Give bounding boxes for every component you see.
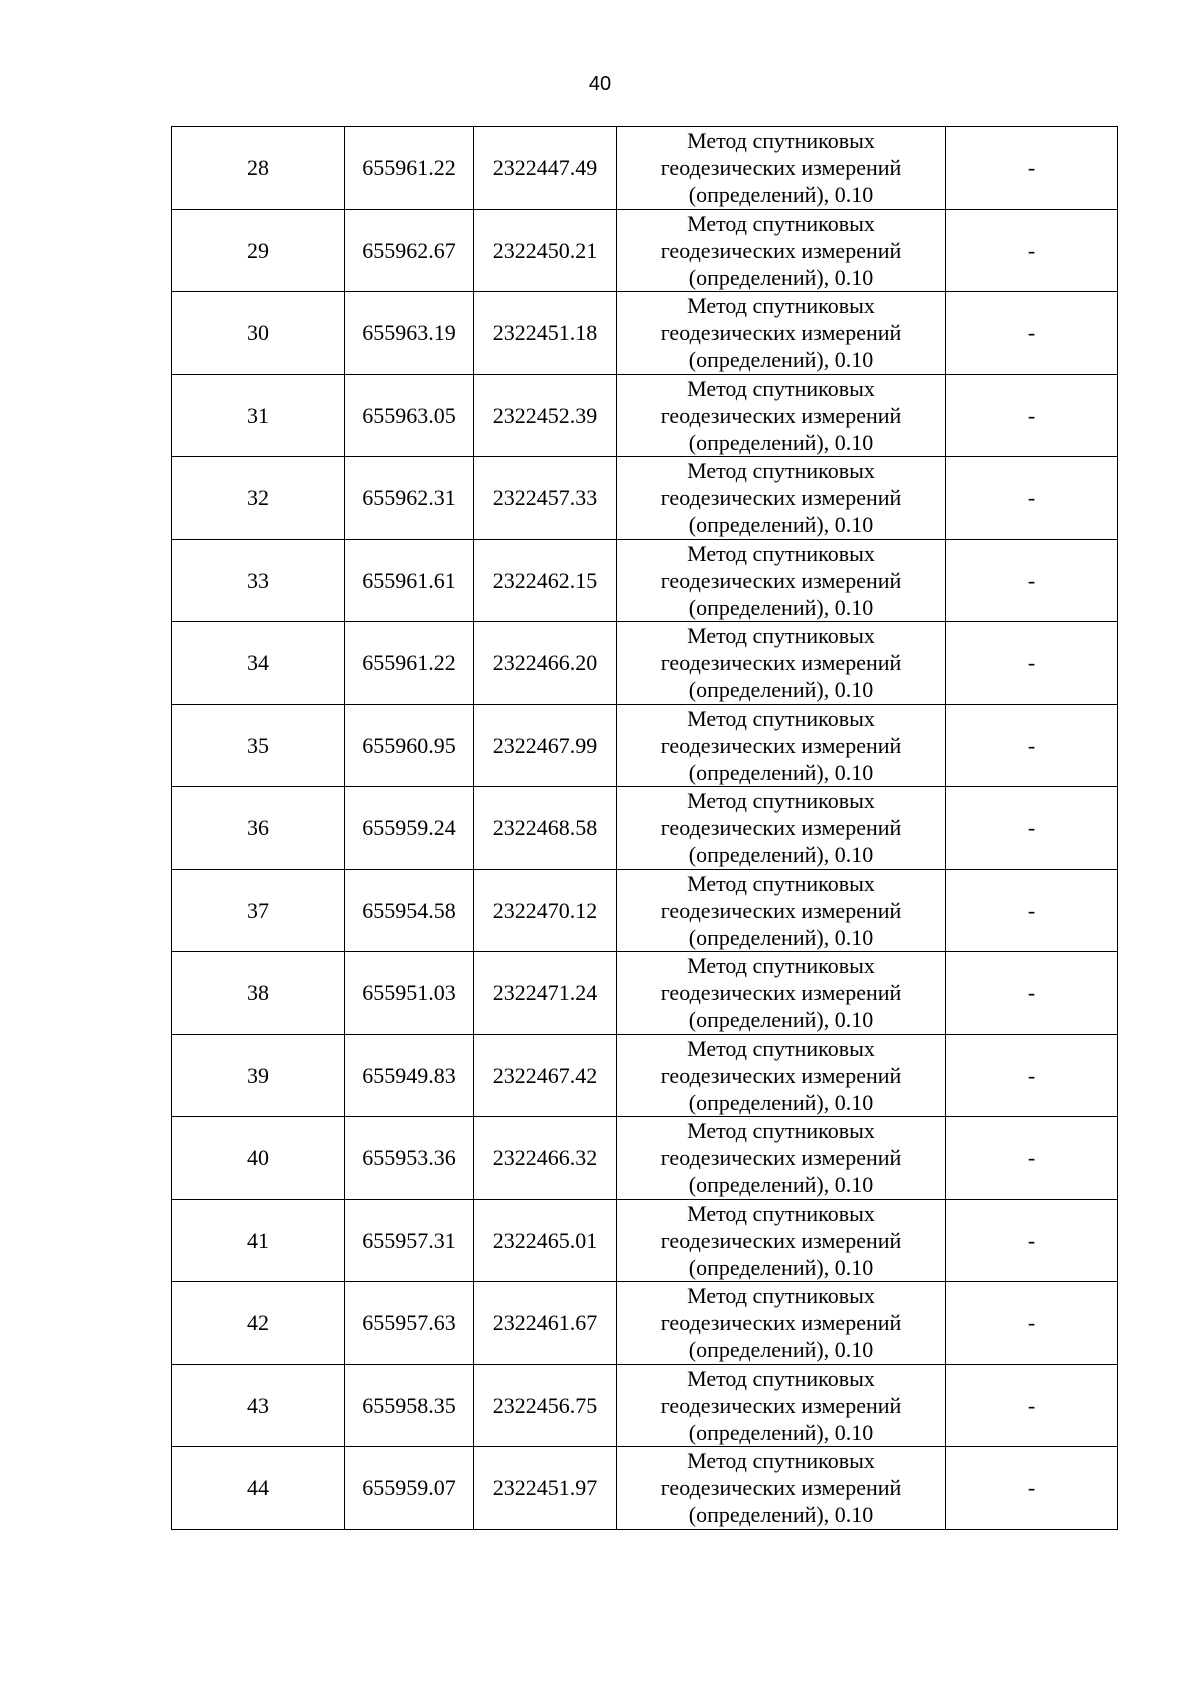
y-coordinate-cell: 2322450.21 (474, 209, 617, 292)
note-cell: - (946, 292, 1118, 375)
method-line: Метод спутниковых (687, 1118, 875, 1144)
x-coordinate-cell: 655959.07 (345, 1447, 474, 1530)
method-cell (617, 1199, 946, 1282)
table-row (172, 539, 1118, 622)
method-line: (определений), 0.10 (688, 1089, 874, 1115)
method-line: (определений), 0.10 (688, 677, 874, 703)
note-cell: - (946, 127, 1118, 210)
point-number-cell: 44 (172, 1447, 345, 1530)
table-row (172, 374, 1118, 457)
x-coordinate-cell: 655963.05 (345, 374, 474, 457)
method-line: геодезических измерений (660, 402, 902, 428)
y-coordinate-cell: 2322467.99 (474, 704, 617, 787)
point-number-cell: 28 (172, 127, 345, 210)
page-number: 40 (588, 73, 612, 95)
point-number-cell: 39 (172, 1034, 345, 1117)
method-cell (617, 1117, 946, 1200)
y-coordinate-cell: 2322462.15 (474, 539, 617, 622)
method-line: геодезических измерений (660, 1062, 902, 1088)
note-cell: - (946, 622, 1118, 705)
method-line: Метод спутниковых (687, 540, 875, 566)
method-cell (617, 787, 946, 870)
method-line: геодезических измерений (660, 980, 902, 1006)
table-body (172, 127, 1118, 1530)
method-line: геодезических измерений (660, 1227, 902, 1253)
y-coordinate-cell: 2322466.20 (474, 622, 617, 705)
method-cell (617, 704, 946, 787)
y-coordinate-cell: 2322447.49 (474, 127, 617, 210)
point-number-cell: 33 (172, 539, 345, 622)
method-cell (617, 1447, 946, 1530)
method-cell (617, 1282, 946, 1365)
table-row (172, 209, 1118, 292)
table-row (172, 1364, 1118, 1447)
table-row (172, 787, 1118, 870)
x-coordinate-cell: 655958.35 (345, 1364, 474, 1447)
method-line: Метод спутниковых (687, 458, 875, 484)
method-line: геодезических измерений (660, 1145, 902, 1171)
method-line: геодезических измерений (660, 320, 902, 346)
y-coordinate-cell: 2322465.01 (474, 1199, 617, 1282)
method-line: Метод спутниковых (687, 1365, 875, 1391)
note-cell: - (946, 1282, 1118, 1365)
method-line: геодезических измерений (660, 815, 902, 841)
method-line: Метод спутниковых (687, 1200, 875, 1226)
point-number-cell: 40 (172, 1117, 345, 1200)
method-cell (617, 209, 946, 292)
table-row (172, 1034, 1118, 1117)
x-coordinate-cell: 655953.36 (345, 1117, 474, 1200)
method-cell (617, 539, 946, 622)
note-cell: - (946, 787, 1118, 870)
y-coordinate-cell: 2322451.97 (474, 1447, 617, 1530)
note-cell: - (946, 539, 1118, 622)
method-line: (определений), 0.10 (688, 1502, 874, 1528)
method-line: Метод спутниковых (687, 375, 875, 401)
method-line: Метод спутниковых (687, 210, 875, 236)
y-coordinate-cell: 2322470.12 (474, 869, 617, 952)
x-coordinate-cell: 655961.61 (345, 539, 474, 622)
method-line: геодезических измерений (660, 485, 902, 511)
point-number-cell: 31 (172, 374, 345, 457)
method-line: Метод спутниковых (687, 293, 875, 319)
method-line: Метод спутниковых (687, 705, 875, 731)
x-coordinate-cell: 655954.58 (345, 869, 474, 952)
note-cell: - (946, 374, 1118, 457)
table-row (172, 457, 1118, 540)
method-line: Метод спутниковых (687, 1448, 875, 1474)
table-row (172, 1282, 1118, 1365)
method-cell (617, 1364, 946, 1447)
method-line: геодезических измерений (660, 567, 902, 593)
method-line: (определений), 0.10 (688, 264, 874, 290)
note-cell: - (946, 1199, 1118, 1282)
y-coordinate-cell: 2322461.67 (474, 1282, 617, 1365)
method-line: (определений), 0.10 (688, 1419, 874, 1445)
x-coordinate-cell: 655962.31 (345, 457, 474, 540)
y-coordinate-cell: 2322457.33 (474, 457, 617, 540)
table-row (172, 622, 1118, 705)
x-coordinate-cell: 655959.24 (345, 787, 474, 870)
point-number-cell: 42 (172, 1282, 345, 1365)
note-cell: - (946, 457, 1118, 540)
x-coordinate-cell: 655962.67 (345, 209, 474, 292)
method-line: (определений), 0.10 (688, 347, 874, 373)
point-number-cell: 29 (172, 209, 345, 292)
x-coordinate-cell: 655960.95 (345, 704, 474, 787)
method-line: геодезических измерений (660, 1475, 902, 1501)
method-line: геодезических измерений (660, 1310, 902, 1336)
y-coordinate-cell: 2322467.42 (474, 1034, 617, 1117)
note-cell: - (946, 1364, 1118, 1447)
method-cell (617, 127, 946, 210)
note-cell: - (946, 952, 1118, 1035)
note-cell: - (946, 1034, 1118, 1117)
point-number-cell: 30 (172, 292, 345, 375)
note-cell: - (946, 1447, 1118, 1530)
note-cell: - (946, 209, 1118, 292)
note-cell: - (946, 1117, 1118, 1200)
x-coordinate-cell: 655963.19 (345, 292, 474, 375)
method-cell (617, 374, 946, 457)
point-number-cell: 41 (172, 1199, 345, 1282)
table-row (172, 292, 1118, 375)
point-number-cell: 34 (172, 622, 345, 705)
method-line: геодезических измерений (660, 237, 902, 263)
table-row (172, 704, 1118, 787)
method-line: геодезических измерений (660, 897, 902, 923)
method-line: (определений), 0.10 (688, 1337, 874, 1363)
coordinates-table (171, 126, 1118, 1530)
y-coordinate-cell: 2322466.32 (474, 1117, 617, 1200)
method-line: геодезических измерений (660, 1392, 902, 1418)
x-coordinate-cell: 655957.63 (345, 1282, 474, 1365)
method-line: (определений), 0.10 (688, 924, 874, 950)
method-cell (617, 869, 946, 952)
method-line: (определений), 0.10 (688, 759, 874, 785)
note-cell: - (946, 704, 1118, 787)
table-row (172, 1199, 1118, 1282)
table-row (172, 952, 1118, 1035)
point-number-cell: 43 (172, 1364, 345, 1447)
method-cell (617, 292, 946, 375)
point-number-cell: 37 (172, 869, 345, 952)
point-number-cell: 38 (172, 952, 345, 1035)
method-cell (617, 622, 946, 705)
point-number-cell: 35 (172, 704, 345, 787)
method-line: (определений), 0.10 (688, 182, 874, 208)
y-coordinate-cell: 2322468.58 (474, 787, 617, 870)
x-coordinate-cell: 655961.22 (345, 127, 474, 210)
method-line: геодезических измерений (660, 650, 902, 676)
y-coordinate-cell: 2322471.24 (474, 952, 617, 1035)
table-row (172, 1117, 1118, 1200)
method-cell (617, 952, 946, 1035)
y-coordinate-cell: 2322451.18 (474, 292, 617, 375)
table-row (172, 869, 1118, 952)
method-line: (определений), 0.10 (688, 429, 874, 455)
method-line: Метод спутниковых (687, 870, 875, 896)
point-number-cell: 32 (172, 457, 345, 540)
method-line: Метод спутниковых (687, 128, 875, 154)
method-line: Метод спутниковых (687, 623, 875, 649)
method-line: (определений), 0.10 (688, 512, 874, 538)
method-line: (определений), 0.10 (688, 1172, 874, 1198)
method-cell (617, 1034, 946, 1117)
method-cell (617, 457, 946, 540)
x-coordinate-cell: 655949.83 (345, 1034, 474, 1117)
method-line: Метод спутниковых (687, 788, 875, 814)
y-coordinate-cell: 2322452.39 (474, 374, 617, 457)
method-line: (определений), 0.10 (688, 1007, 874, 1033)
method-line: (определений), 0.10 (688, 842, 874, 868)
method-line: Метод спутниковых (687, 1283, 875, 1309)
method-line: Метод спутниковых (687, 953, 875, 979)
method-line: (определений), 0.10 (688, 594, 874, 620)
x-coordinate-cell: 655957.31 (345, 1199, 474, 1282)
method-line: геодезических измерений (660, 155, 902, 181)
table-row (172, 127, 1118, 210)
point-number-cell: 36 (172, 787, 345, 870)
x-coordinate-cell: 655961.22 (345, 622, 474, 705)
note-cell: - (946, 869, 1118, 952)
method-line: Метод спутниковых (687, 1035, 875, 1061)
table-row (172, 1447, 1118, 1530)
x-coordinate-cell: 655951.03 (345, 952, 474, 1035)
y-coordinate-cell: 2322456.75 (474, 1364, 617, 1447)
method-line: геодезических измерений (660, 732, 902, 758)
method-line: (определений), 0.10 (688, 1254, 874, 1280)
